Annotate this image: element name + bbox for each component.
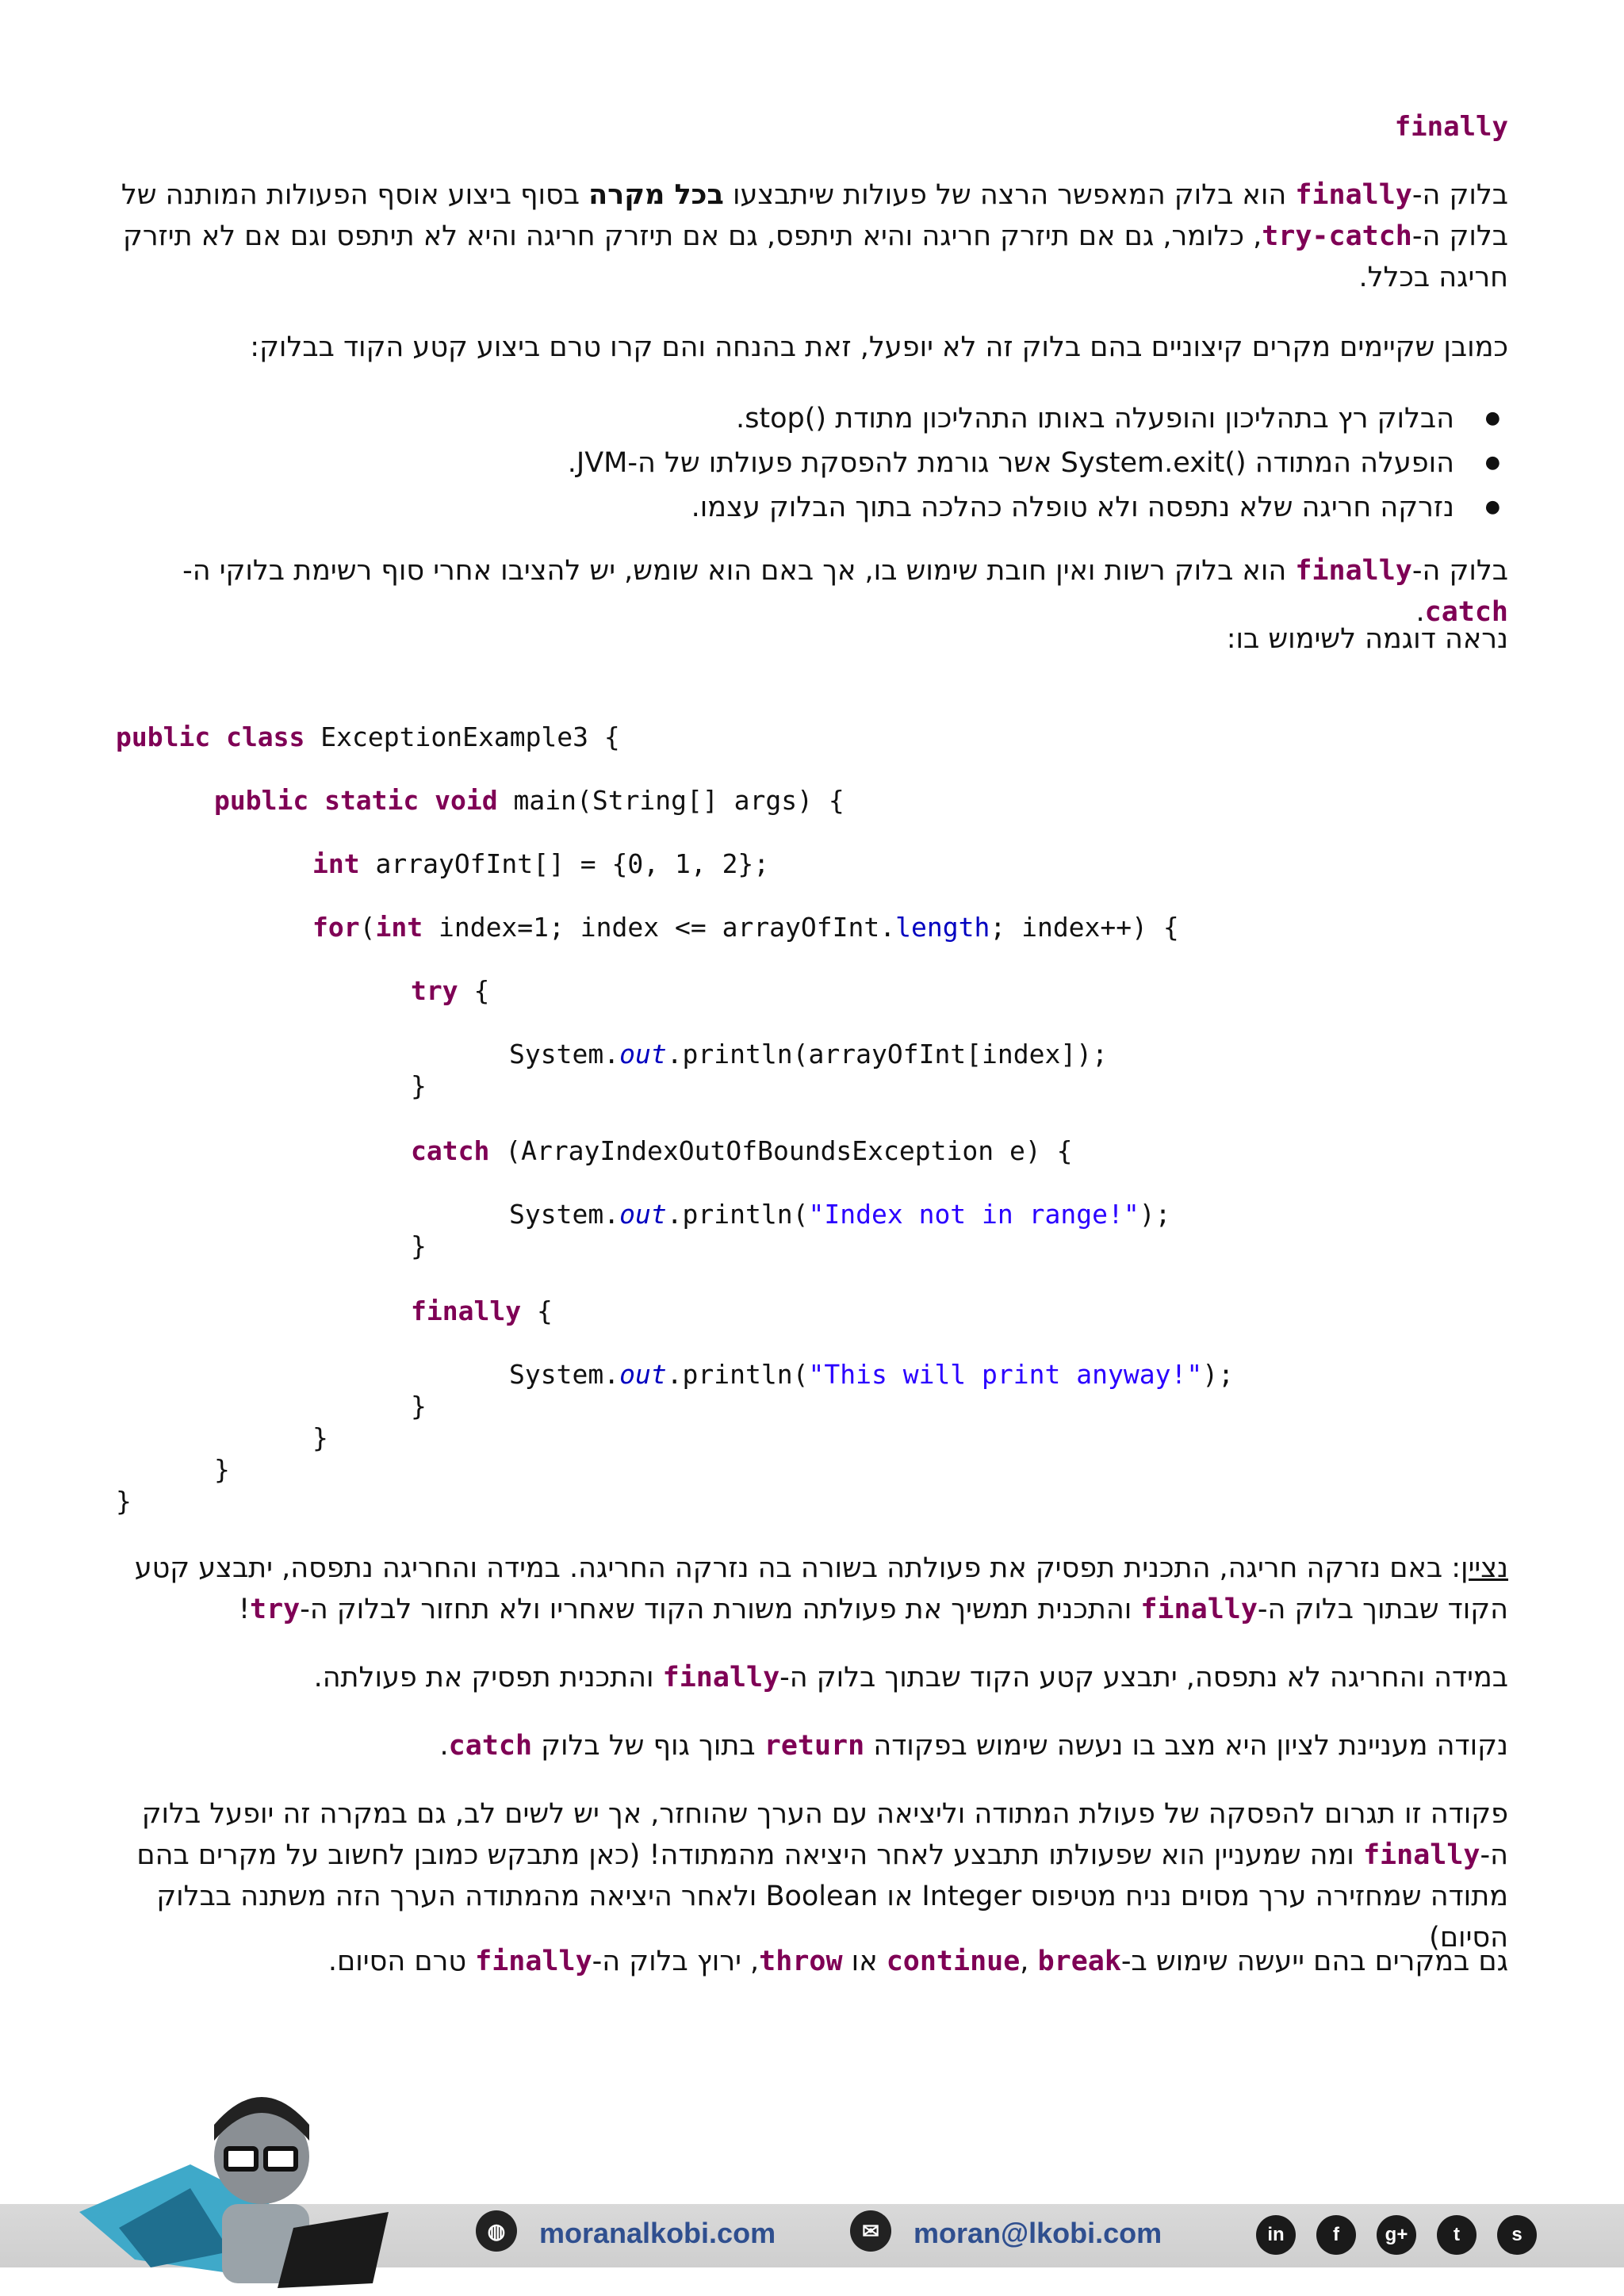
code-line: System.out.println(arrayOfInt[index]); [509, 1039, 1108, 1070]
paragraph-intro [113, 174, 1508, 298]
paragraph-return [113, 1725, 1508, 1766]
text: בלוק ה- [1411, 555, 1508, 587]
twitter-icon[interactable]: t [1437, 2215, 1477, 2255]
text: במידה והחריגה לא נתפסה, יתבצע קטע הקוד שבתוך בלוק ה- [779, 1662, 1508, 1693]
text: בסוף ביצוע אוסף הפעולות המותנה של בלוק ה- [121, 179, 1508, 252]
keyword-continue: continue [886, 1946, 1021, 1977]
facebook-icon[interactable]: f [1316, 2215, 1356, 2255]
text: והתכנית תמשיך את פעולתה משורת הקוד שאחריו ולא תחזור לבלוק ה- [300, 1594, 1141, 1625]
bullet-list [59, 396, 1508, 530]
text: : באם נזרקה חריגה, התכנית תפסיק את פעולתה בשורה בה נזרקה החריגה. במידה והחריגה נתפסה, יתבצע קטע הקוד שבתוך בלוק ה- [134, 1552, 1508, 1625]
paragraph-edge-cases: כמובן שקיימים מקרים קיצוניים בהם בלוק זה לא יופעל, זאת בהנחה והם קרו טרם ביצוע קטע הקוד בבלוק: [250, 331, 1508, 363]
text: נקודה מעניינת לציון היא מצב בו נעשה שימוש בפקודה [864, 1730, 1508, 1762]
text: , כלומר, גם אם תיזרק חריגה והיא תיתפס, גם אם תיזרק חריגה והיא לא תיתפס וגם אם לא תיזרק חריגה בכלל. [123, 220, 1508, 293]
text: או [842, 1946, 887, 1977]
keyword-finally: finally [1295, 179, 1412, 211]
linkedin-icon[interactable]: in [1256, 2215, 1296, 2255]
list-item: ● נזרקה חריגה שלא נתפסה ולא טופלה כהלכה בתוך הבלוק עצמו. [59, 485, 1454, 530]
email-link[interactable]: moran@lkobi.com [914, 2217, 1162, 2249]
keyword-return: return [764, 1730, 865, 1762]
text: פקודה זו תגרום להפסקה של פעולת המתודה וליציאה עם הערך שהוחזר, אך יש לשים לב, גם במקרה זה יופעל בלוק ה- [141, 1798, 1508, 1871]
keyword-finally: finally [662, 1662, 780, 1693]
website-link[interactable]: moranalkobi.com [539, 2217, 776, 2249]
code-line: for(int index=1; index <= arrayOfInt.length; index++) { [312, 912, 1179, 943]
googleplus-icon[interactable]: g+ [1377, 2215, 1416, 2255]
code-line: try { [411, 975, 490, 1006]
code-line: public class ExceptionExample3 { [116, 721, 620, 752]
code-line: System.out.println("Index not in range!"); [509, 1199, 1171, 1230]
keyword-catch: catch [1424, 596, 1508, 628]
keyword-finally: finally [1295, 555, 1412, 587]
code-line: } [411, 1070, 427, 1101]
mail-icon: ✉ [850, 2210, 891, 2252]
text: , ירוץ בלוק ה- [592, 1946, 760, 1977]
text: . [1415, 596, 1425, 628]
code-line: } [116, 1486, 132, 1517]
text: , [1020, 1946, 1038, 1977]
text: ! [238, 1594, 251, 1625]
skype-icon[interactable]: s [1497, 2215, 1537, 2255]
list-item: ● הופעלה המתודה ()System.exit אשר גורמת להפסקת פעולתו של ה-JVM. [59, 441, 1454, 485]
paragraph-example-intro: נראה דוגמה לשימוש בו: [1226, 623, 1508, 655]
bold-text: בכל מקרה [588, 179, 724, 211]
keyword-try: try [250, 1594, 301, 1625]
paragraph-uncaught [113, 1657, 1508, 1698]
author-avatar-illustration [71, 2069, 420, 2296]
text: בתוך גוף של בלוק [532, 1730, 764, 1762]
text: . [439, 1730, 449, 1762]
keyword-try-catch: try-catch [1262, 220, 1412, 252]
text: והתכנית תפסיק את פעולתה. [313, 1662, 663, 1693]
keyword-break: break [1037, 1946, 1121, 1977]
code-line: System.out.println("This will print anyway!"); [509, 1359, 1234, 1390]
text: הוא בלוק רשות ואין חובת שימוש בו, אך באם הוא שומש, יש להציבו אחרי סוף רשימת בלוקי ה- [182, 555, 1296, 587]
list-item: ● הבלוק רץ בתהליכון והופעלה באותו התהליכון מתודת ()stop. [59, 396, 1454, 441]
code-line: catch (ArrayIndexOutOfBoundsException e) { [411, 1135, 1073, 1166]
code-line: public static void main(String[] args) { [214, 785, 845, 816]
code-line: } [411, 1391, 427, 1422]
keyword-catch: catch [448, 1730, 533, 1762]
paragraph-return-detail [113, 1793, 1508, 1958]
text: בלוק ה- [1411, 179, 1508, 211]
keyword-finally: finally [1362, 1839, 1480, 1871]
keyword-throw: throw [759, 1946, 843, 1977]
globe-icon: ◍ [476, 2210, 517, 2252]
code-line: finally { [411, 1295, 553, 1326]
code-line: int arrayOfInt[] = {0, 1, 2}; [312, 848, 770, 879]
code-line: } [312, 1422, 328, 1453]
paragraph-jump-statements [113, 1941, 1508, 1982]
text: טרם הסיום. [327, 1946, 476, 1977]
paragraph-note [113, 1548, 1508, 1630]
text: גם במקרים בהם ייעשה שימוש ב- [1120, 1946, 1508, 1977]
keyword-finally: finally [1140, 1594, 1258, 1625]
section-heading: finally [1394, 111, 1508, 143]
keyword-finally: finally [475, 1946, 592, 1977]
text: ומה שמעניין הוא שפעולתו תתבצע לאחר היציאה מהמתודה! (כאן מתבקש כמובן לחשוב על מקרים בהם מתודה שמחזירה ערך מסוים נניח מטיפוס Integer או Boolean ולאחר היציאה מהמתודה הערך הזה משתנה בבלוק הסיום) [136, 1839, 1508, 1954]
note-label: נציין [1461, 1552, 1508, 1584]
code-line: } [411, 1230, 427, 1261]
text: הוא בלוק המאפשר הרצה של פעולות שיתבצעו [723, 179, 1296, 211]
code-line: } [214, 1454, 230, 1485]
